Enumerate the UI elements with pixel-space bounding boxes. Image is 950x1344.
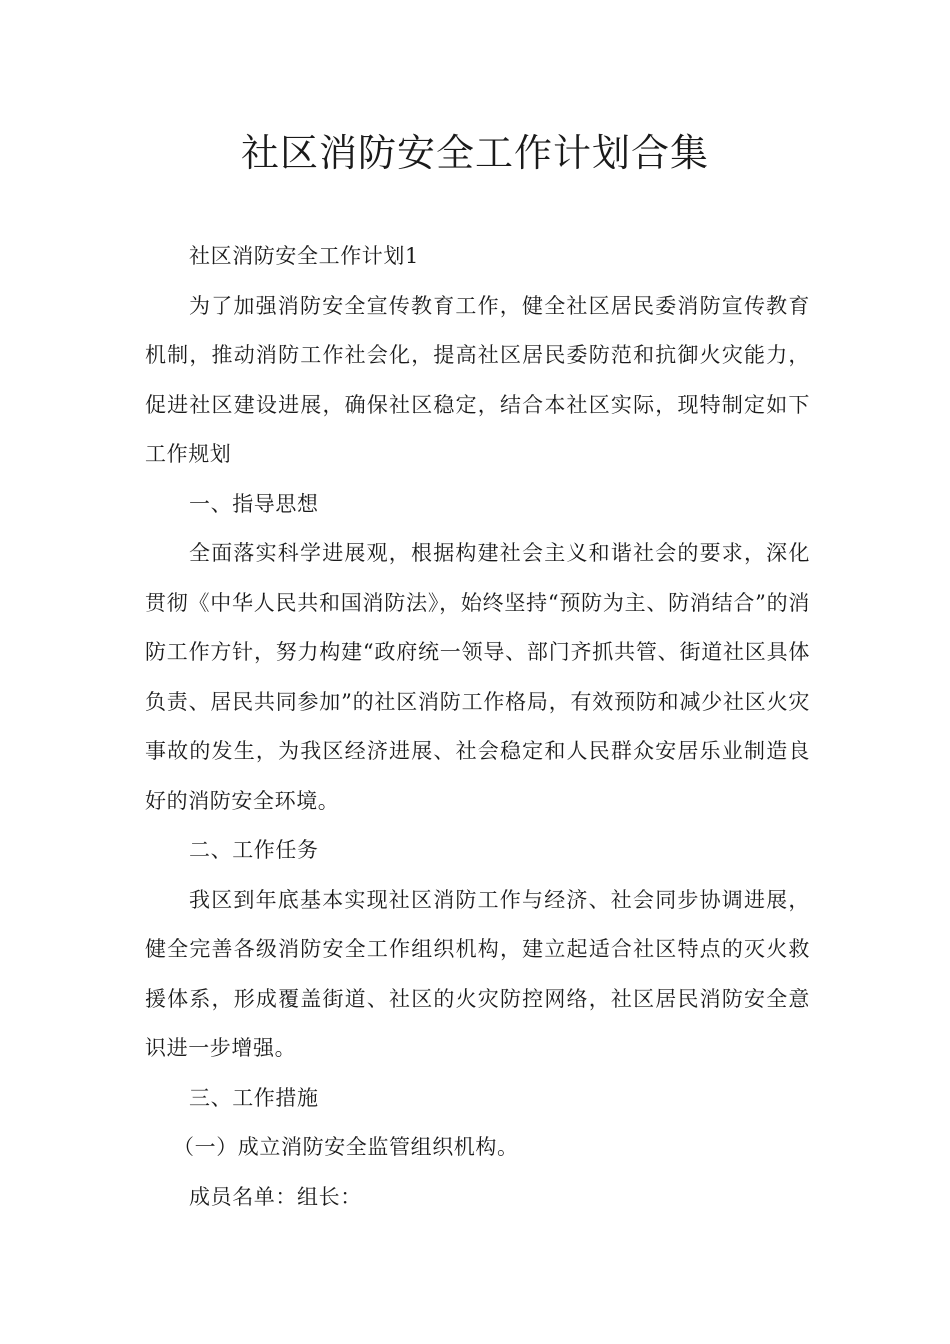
section-heading: 三、工作措施 <box>189 1085 319 1110</box>
work-tasks-paragraph: 我区到年底基本实现社区消防工作与经济、社会同步协调进展，健全完善各级消防安全工作组织机构，建立起适合社区特点的灭火救援体系，形成覆盖街道、社区的火灾防控网络，社区居民消防安全意识进一步增强。 <box>145 887 810 1060</box>
document-title: 社区消防安全工作计划合集 <box>240 131 709 175</box>
section-heading: 二、工作任务 <box>189 838 319 862</box>
guiding-thought-paragraph: 全面落实科学进展观，根据构建社会主义和谐社会的要求，深化贯彻《中华人民共和国消防法》，始终坚持“预防为主、防消结合”的消防工作方针，努力构建“政府统一领导、部门齐抓共管、街道社区具体负责、居民共同参加”的社区消防工作格局，有效预防和减少社区火灾事故的发生，为我区经济进展、社会稳定和人民群众安居乐业制造良好的消防安全环境。 <box>145 541 810 813</box>
document-body <box>145 232 810 1222</box>
intro-paragraph: 为了加强消防安全宣传教育工作，健全社区居民委消防宣传教育机制，推动消防工作社会化，提高社区居民委防范和抗御火灾能力，促进社区建设进展，确保社区稳定，结合本社区实际，现特制定如下工作规划 <box>145 293 810 466</box>
member-list-line: 成员名单：组长： <box>189 1184 362 1209</box>
subsection-heading: （一）成立消防安全监管组织机构。 <box>173 1135 519 1159</box>
section-heading: 一、指导思想 <box>189 491 319 516</box>
section-heading: 社区消防安全工作计划1 <box>189 244 419 268</box>
